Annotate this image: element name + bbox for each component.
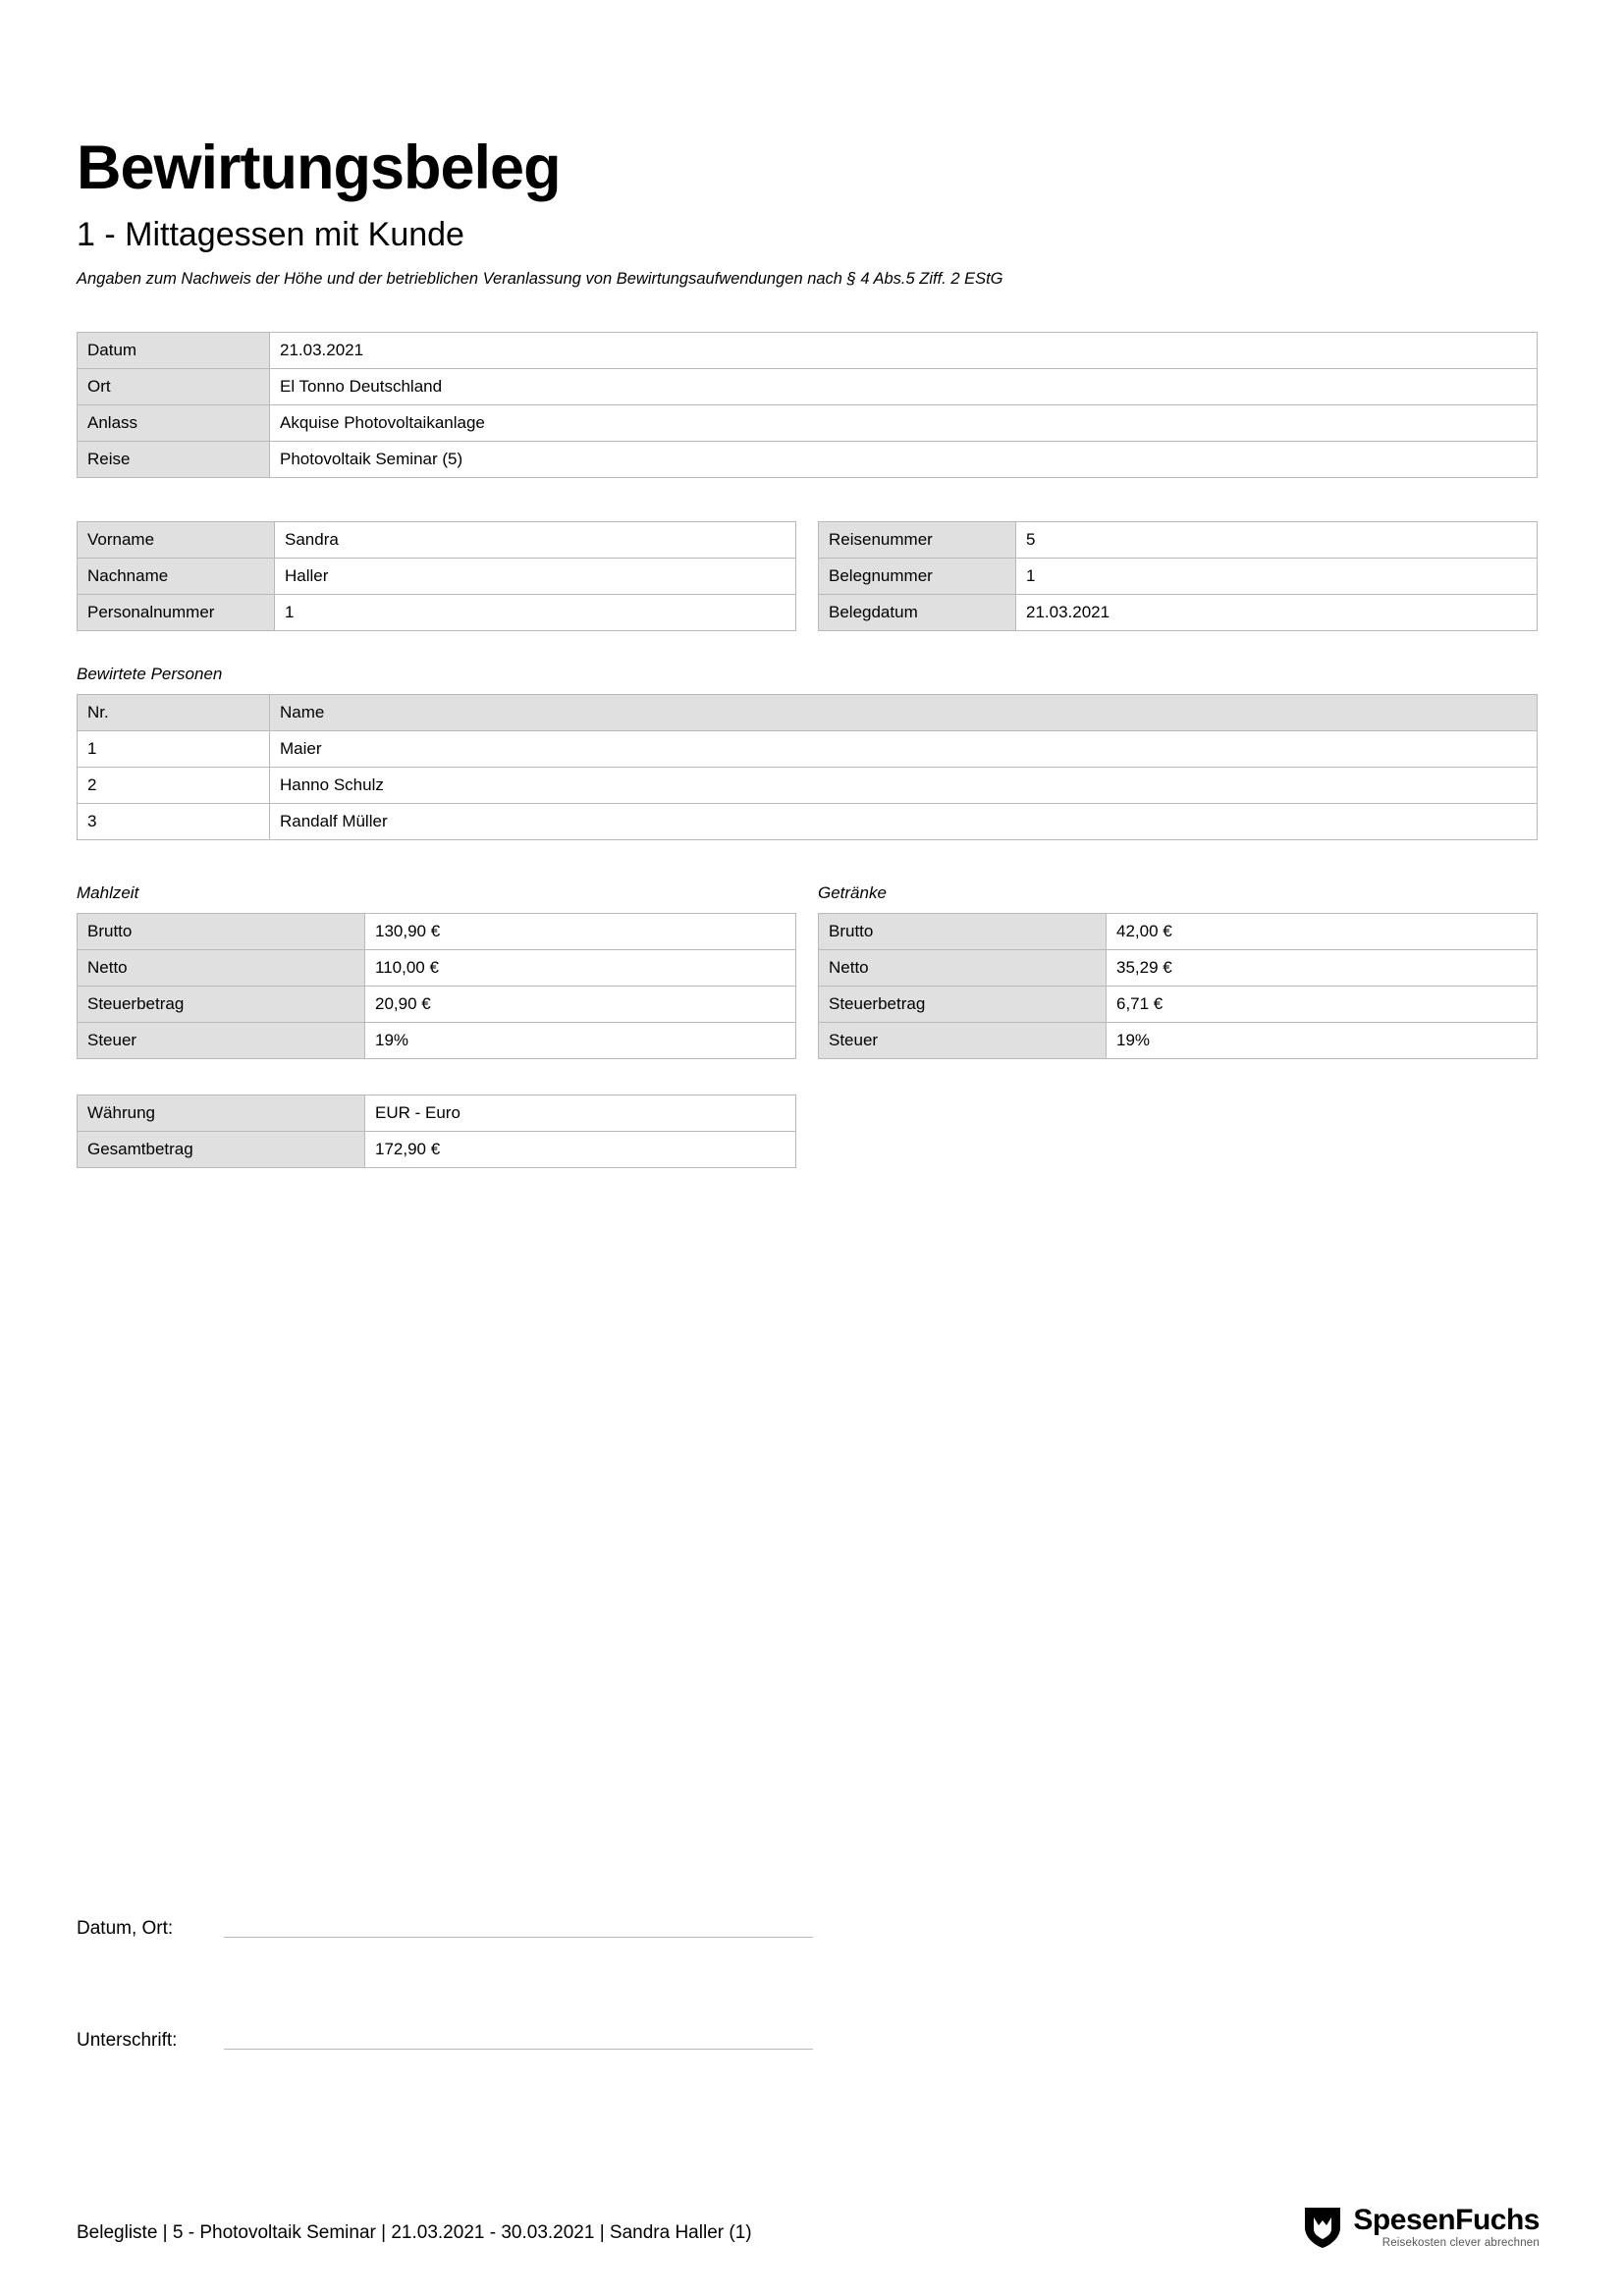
spesenfuchs-logo <box>1302 2204 1540 2251</box>
drinks-label: Steuer <box>819 1022 1107 1058</box>
signature-row <box>77 2031 1540 2050</box>
receipt-info-value: 21.03.2021 <box>1016 594 1538 630</box>
page-footer <box>77 2204 1540 2251</box>
meal-block <box>77 883 796 1059</box>
person-info-value: Sandra <box>275 521 796 558</box>
table-row <box>78 1095 796 1131</box>
totals-label: Währung <box>78 1095 365 1131</box>
person-info-value: 1 <box>275 594 796 630</box>
signature-line <box>224 2047 813 2050</box>
table-row <box>78 558 796 594</box>
person-info-label: Vorname <box>78 521 275 558</box>
drinks-value: 35,29 € <box>1107 949 1538 986</box>
meal-table <box>77 913 796 1059</box>
meal-value: 19% <box>365 1022 796 1058</box>
logo-tagline: Reisekosten clever abrechnen <box>1381 2236 1540 2249</box>
guest-nr: 2 <box>78 767 270 803</box>
main-info-value: Akquise Photovoltaikanlage <box>270 404 1538 441</box>
table-row <box>78 1022 796 1058</box>
meal-label: Netto <box>78 949 365 986</box>
table-row <box>819 521 1538 558</box>
date-place-label: Datum, Ort: <box>77 1918 174 1939</box>
main-info-value: Photovoltaik Seminar (5) <box>270 441 1538 477</box>
person-receipt-row <box>77 521 1538 631</box>
drinks-value: 6,71 € <box>1107 986 1538 1022</box>
guests-header-nr: Nr. <box>78 694 270 730</box>
totals-label: Gesamtbetrag <box>78 1131 365 1167</box>
table-row <box>78 521 796 558</box>
meal-value: 110,00 € <box>365 949 796 986</box>
guest-name: Maier <box>270 730 1538 767</box>
meal-value: 20,90 € <box>365 986 796 1022</box>
table-row <box>78 803 1538 839</box>
person-info-label: Personalnummer <box>78 594 275 630</box>
legal-note: Angaben zum Nachweis der Höhe und der betrieblichen Veranlassung von Bewirtungsaufwendungen nach § 4 Abs.5 Ziff. 2 EStG <box>77 270 1003 289</box>
table-row <box>78 949 796 986</box>
meal-value: 130,90 € <box>365 913 796 949</box>
main-info-value: 21.03.2021 <box>270 332 1538 368</box>
table-row <box>819 1022 1538 1058</box>
drinks-value: 42,00 € <box>1107 913 1538 949</box>
table-row <box>78 986 796 1022</box>
table-row <box>78 1131 796 1167</box>
meal-label: Steuerbetrag <box>78 986 365 1022</box>
guests-section-label: Bewirtete Personen <box>77 664 223 683</box>
table-row <box>78 368 1538 404</box>
main-info-table <box>77 332 1538 478</box>
main-info-label: Reise <box>78 441 270 477</box>
table-row <box>78 913 796 949</box>
receipt-info-label: Belegnummer <box>819 558 1016 594</box>
logo-brand-part1: Spesen <box>1353 2203 1456 2236</box>
drinks-label: Brutto <box>819 913 1107 949</box>
table-row <box>819 949 1538 986</box>
totals-value: 172,90 € <box>365 1131 796 1167</box>
meal-label: Steuer <box>78 1022 365 1058</box>
signature-label: Unterschrift: <box>77 2030 178 2051</box>
amounts-row <box>77 883 1538 1059</box>
table-row <box>78 730 1538 767</box>
drinks-section-label: Getränke <box>818 882 887 902</box>
table-row <box>819 558 1538 594</box>
receipt-info-label: Reisenummer <box>819 521 1016 558</box>
guest-name: Hanno Schulz <box>270 767 1538 803</box>
guest-name: Randalf Müller <box>270 803 1538 839</box>
table-row <box>819 986 1538 1022</box>
logo-brand-name <box>1353 2204 1540 2236</box>
page-title: Bewirtungsbeleg <box>77 133 561 202</box>
page-subtitle: 1 - Mittagessen mit Kunde <box>77 216 464 253</box>
totals-value: EUR - Euro <box>365 1095 796 1131</box>
table-row <box>78 441 1538 477</box>
table-row <box>819 913 1538 949</box>
guests-table <box>77 694 1538 840</box>
main-info-label: Ort <box>78 368 270 404</box>
meal-section-label: Mahlzeit <box>77 882 139 902</box>
main-info-value: El Tonno Deutschland <box>270 368 1538 404</box>
totals-table <box>77 1095 796 1168</box>
shield-icon <box>1302 2204 1343 2251</box>
table-row <box>819 594 1538 630</box>
table-header-row <box>78 694 1538 730</box>
date-place-row <box>77 1919 1540 1938</box>
table-row <box>78 404 1538 441</box>
logo-brand-part2: Fuchs <box>1455 2203 1540 2236</box>
receipt-info-table <box>818 521 1538 631</box>
drinks-block <box>818 883 1538 1059</box>
guest-nr: 3 <box>78 803 270 839</box>
receipt-info-value: 5 <box>1016 521 1538 558</box>
person-info-value: Haller <box>275 558 796 594</box>
guests-header-name: Name <box>270 694 1538 730</box>
drinks-value: 19% <box>1107 1022 1538 1058</box>
table-row <box>78 594 796 630</box>
signature-area <box>77 1919 1540 2143</box>
guest-nr: 1 <box>78 730 270 767</box>
date-place-line <box>224 1935 813 1938</box>
footer-text: Belegliste | 5 - Photovoltaik Seminar | 21.03.2021 - 30.03.2021 | Sandra Haller (1) <box>77 2222 752 2244</box>
receipt-info-value: 1 <box>1016 558 1538 594</box>
receipt-info-label: Belegdatum <box>819 594 1016 630</box>
table-row <box>78 767 1538 803</box>
meal-label: Brutto <box>78 913 365 949</box>
main-info-label: Anlass <box>78 404 270 441</box>
drinks-label: Netto <box>819 949 1107 986</box>
logo-text <box>1353 2203 1540 2250</box>
table-row <box>78 332 1538 368</box>
drinks-label: Steuerbetrag <box>819 986 1107 1022</box>
person-info-table <box>77 521 796 631</box>
person-info-label: Nachname <box>78 558 275 594</box>
drinks-table <box>818 913 1538 1059</box>
main-info-label: Datum <box>78 332 270 368</box>
